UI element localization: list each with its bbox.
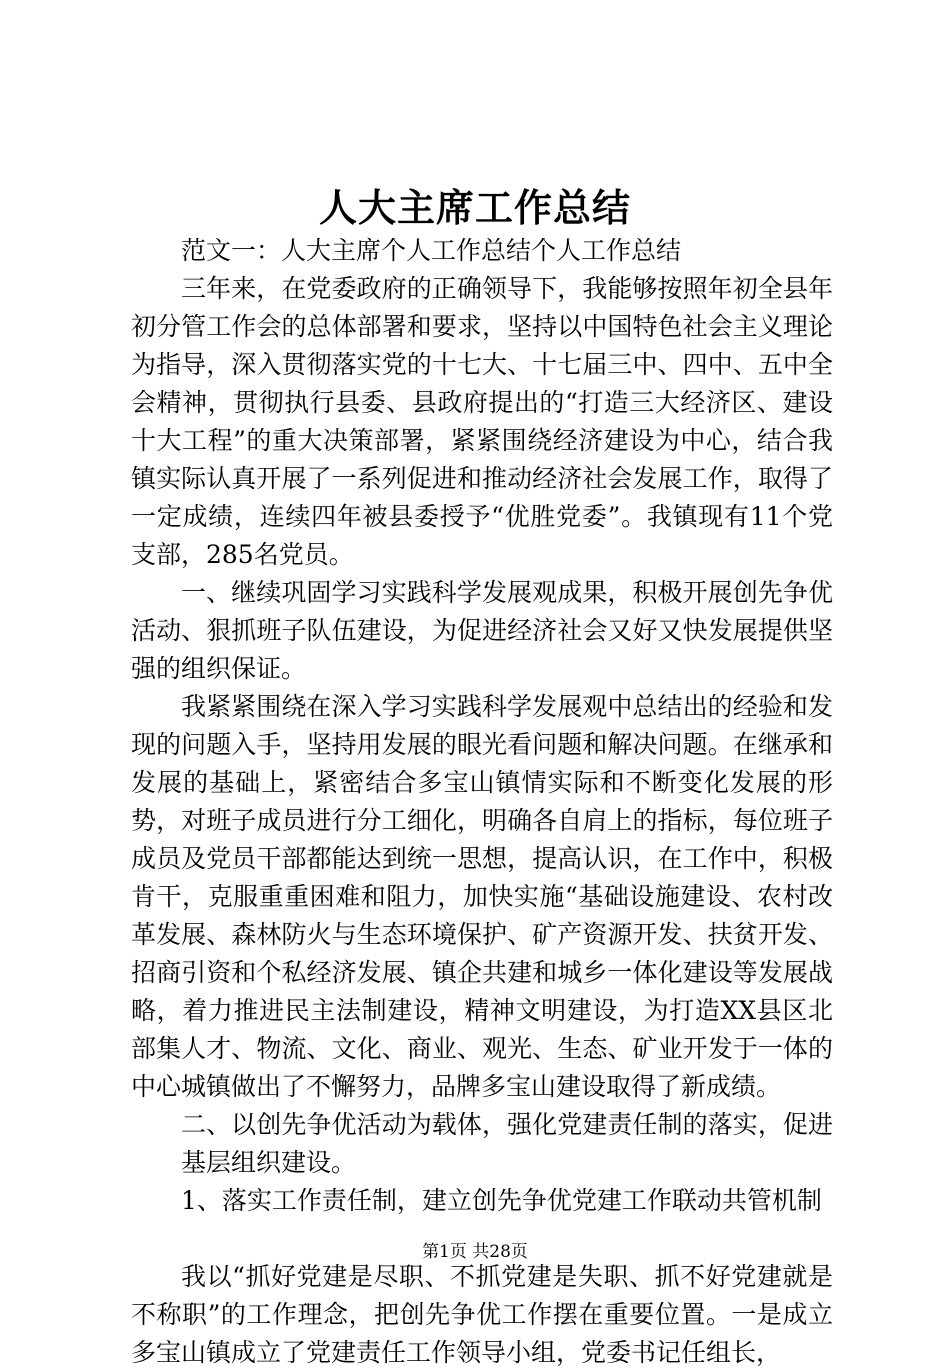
- paragraph-section-two-heading: 二、以创先争优活动为载体，强化党建责任制的落实，促进基层组织建设。: [181, 1110, 833, 1177]
- paragraph-sample-heading: 范文一：人大主席个人工作总结个人工作总结: [181, 236, 682, 265]
- paragraph-intro: 三年来，在党委政府的正确领导下，我能够按照年初全县年初分管工作会的总体部署和要求，坚持以中国特色社会主义理论为指导，深入贯彻落实党的十七大、十七届三中、四中、五中全会精神，贯彻执行县委、县政府提出的“打造三大经济区、建设十大工程”的重大决策部署，紧紧围绕经济建设为中心，结合我镇实际认真开展了一系列促进和推动经济社会发展工作，取得了一定成绩，连续四年被县委授予“优胜党委”。我镇现有11个党支部，285名党员。: [131, 274, 833, 569]
- page-number-footer: 第1页 共28页: [422, 1242, 528, 1262]
- paragraph-subsection-one-heading: 1、落实工作责任制，建立创先争优党建工作联动共管机制: [181, 1186, 822, 1215]
- paragraph-subsection-one-body: 我以“抓好党建是尽职、不抓党建是失职、抓不好党建就是不称职”的工作理念，把创先争优工作摆在重要位置。一是成立多宝山镇成立了党建责任工作领导小组，党委书记任组长，: [131, 1262, 833, 1367]
- document-title: 人大主席工作总结: [318, 185, 631, 230]
- paragraph-section-one-body: 我紧紧围绕在深入学习实践科学发展观中总结出的经验和发现的问题入手，坚持用发展的眼光看问题和解决问题。在继承和发展的基础上，紧密结合多宝山镇情实际和不断变化发展的形势，对班子成员进行分工细化，明确各自肩上的指标，每位班子成员及党员干部都能达到统一思想，提高认识，在工作中，积极肯干，克服重重困难和阻力，加快实施“基础设施建设、农村改革发展、森林防火与生态环境保护、矿产资源开发、扶贫开发、招商引资和个私经济发展、镇企共建和城乡一体化建设等发展战略，着力推进民主法制建设，精神文明建设，为打造XX县区北部集人才、物流、文化、商业、观光、生态、矿业开发于一体的中心城镇做出了不懈努力，品牌多宝山建设取得了新成绩。: [131, 692, 833, 1101]
- paragraph-section-one-heading: 一、继续巩固学习实践科学发展观成果，积极开展创先争优活动、狠抓班子队伍建设，为促进经济社会又好又快发展提供坚强的组织保证。: [131, 578, 833, 683]
- document-body: [131, 232, 833, 1372]
